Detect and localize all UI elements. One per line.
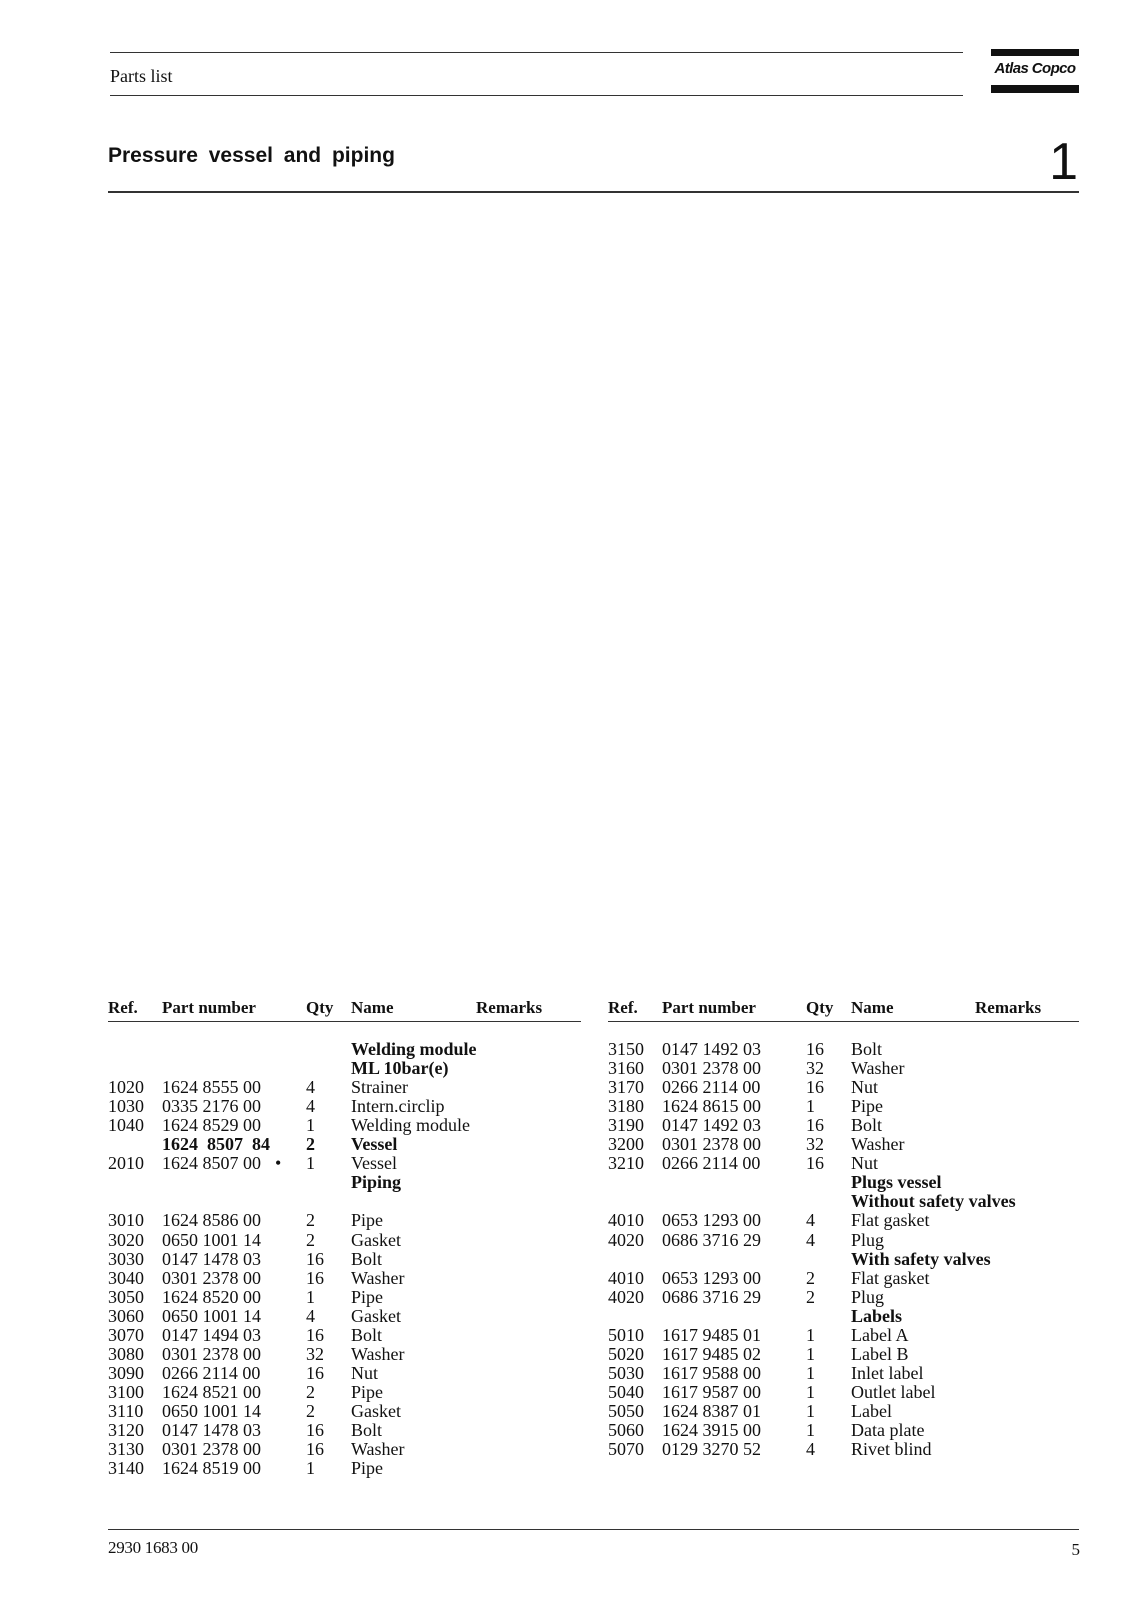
cell-ref: 3180 xyxy=(608,1096,644,1117)
cell-ref: 3150 xyxy=(608,1039,644,1059)
cell-ref: 3010 xyxy=(108,1210,144,1231)
cell-name: Washer xyxy=(351,1343,405,1364)
page-title: Pressure vessel and piping xyxy=(108,144,395,167)
chapter-number: 1 xyxy=(1049,133,1078,191)
cell-ref: 1040 xyxy=(108,1115,144,1136)
cell-name: Bolt xyxy=(851,1039,883,1059)
cell-qty: 4 xyxy=(806,1210,815,1231)
cell-name: Nut xyxy=(851,1153,878,1174)
cell-qty: 1 xyxy=(306,1286,315,1307)
cell-name: Label xyxy=(851,1400,892,1421)
cell-part: 0147 1492 03 xyxy=(662,1039,761,1059)
cell-name: Welding module xyxy=(351,1039,477,1059)
cell-qty: 1 xyxy=(306,1115,315,1136)
cell-ref: 1030 xyxy=(108,1096,144,1117)
cell-qty: 2 xyxy=(306,1229,315,1250)
cell-name: Label B xyxy=(851,1343,909,1364)
document-number: 2930 1683 00 xyxy=(108,1538,198,1557)
cell-qty: 1 xyxy=(806,1324,815,1345)
cell-part: 1624 8520 00 xyxy=(162,1286,261,1307)
cell-name: Nut xyxy=(351,1362,378,1383)
cell-part: 1617 9588 00 xyxy=(662,1362,761,1383)
cell-name: Bolt xyxy=(351,1248,383,1269)
cell-qty: 16 xyxy=(306,1439,324,1460)
title-rule xyxy=(108,191,1079,193)
cell-qty: 16 xyxy=(806,1039,824,1059)
cell-name: Washer xyxy=(351,1267,405,1288)
cell-qty: 16 xyxy=(306,1362,324,1383)
cell-part: 0301 2378 00 xyxy=(162,1343,261,1364)
brand-logo-text: Atlas Copco xyxy=(994,60,1076,77)
cell-ref: 3200 xyxy=(608,1134,644,1155)
cell-qty: 4 xyxy=(806,1439,815,1460)
cell-name: Vessel xyxy=(351,1153,397,1174)
cell-ref: 5030 xyxy=(608,1362,644,1383)
cell-name: Nut xyxy=(851,1077,878,1098)
cell-qty: 32 xyxy=(806,1058,824,1079)
cell-part: 1624 8555 00 xyxy=(162,1077,261,1098)
cell-ref: 3130 xyxy=(108,1439,144,1460)
cell-qty: 1 xyxy=(306,1458,315,1479)
cell-name: Welding module xyxy=(351,1115,471,1136)
cell-name: Labels xyxy=(851,1305,903,1326)
cell-name: Vessel xyxy=(351,1134,398,1155)
cell-mark: • xyxy=(275,1153,282,1174)
cell-name: Inlet label xyxy=(851,1362,924,1383)
cell-qty: 16 xyxy=(306,1267,324,1288)
cell-ref: 5020 xyxy=(608,1343,644,1364)
right-table-rule xyxy=(608,1021,1079,1022)
cell-ref: 3030 xyxy=(108,1248,144,1269)
cell-part: 1617 9485 02 xyxy=(662,1343,761,1364)
cell-ref: 3020 xyxy=(108,1229,144,1250)
footer-rule xyxy=(108,1529,1079,1530)
cell-name: Pipe xyxy=(351,1381,384,1402)
col-qty-header-right: Qty xyxy=(806,998,834,1017)
cell-part: 0301 2378 00 xyxy=(162,1439,261,1460)
cell-qty: 1 xyxy=(806,1420,815,1440)
cell-name: Flat gasket xyxy=(851,1267,930,1288)
cell-part: 0335 2176 00 xyxy=(162,1096,261,1117)
cell-part: 0650 1001 14 xyxy=(162,1305,261,1326)
cell-part: 0650 1001 14 xyxy=(162,1400,261,1421)
cell-qty: 16 xyxy=(306,1420,324,1440)
cell-part: 0147 1492 03 xyxy=(662,1115,761,1136)
cell-qty: 32 xyxy=(806,1134,824,1155)
cell-part: 1617 9587 00 xyxy=(662,1381,761,1402)
cell-name: Plugs vessel xyxy=(851,1172,942,1193)
cell-part: 1624 3915 00 xyxy=(662,1420,761,1440)
cell-name: Intern.circlip xyxy=(351,1096,445,1117)
header-rule-top xyxy=(110,52,963,53)
cell-ref: 3040 xyxy=(108,1267,144,1288)
cell-part: 1624 8507 00 xyxy=(162,1153,261,1174)
cell-part: 1624 8387 01 xyxy=(662,1400,761,1421)
cell-name: Without safety valves xyxy=(851,1191,1016,1212)
col-ref-header-right: Ref. xyxy=(608,998,638,1017)
left-table-rule xyxy=(108,1021,581,1022)
cell-ref: 3190 xyxy=(608,1115,644,1136)
cell-ref: 5070 xyxy=(608,1439,644,1460)
cell-ref: 2010 xyxy=(108,1153,144,1174)
cell-ref: 5050 xyxy=(608,1400,644,1421)
cell-name: Bolt xyxy=(351,1324,383,1345)
cell-name: ML 10bar(e) xyxy=(351,1058,449,1079)
cell-qty: 1 xyxy=(806,1096,815,1117)
cell-ref: 3070 xyxy=(108,1324,144,1345)
cell-ref: 4020 xyxy=(608,1286,644,1307)
cell-qty: 2 xyxy=(306,1381,315,1402)
cell-part: 0301 2378 00 xyxy=(662,1058,761,1079)
cell-qty: 1 xyxy=(806,1362,815,1383)
cell-ref: 3090 xyxy=(108,1362,144,1383)
cell-name: Pipe xyxy=(851,1096,884,1117)
cell-name: Bolt xyxy=(851,1115,883,1136)
cell-name: Outlet label xyxy=(851,1381,936,1402)
cell-qty: 16 xyxy=(806,1153,824,1174)
cell-name: Gasket xyxy=(351,1400,401,1421)
cell-qty: 4 xyxy=(806,1229,815,1250)
cell-qty: 1 xyxy=(806,1381,815,1402)
col-part-header-right: Part number xyxy=(662,998,756,1017)
cell-ref: 5040 xyxy=(608,1381,644,1402)
cell-qty: 2 xyxy=(306,1210,315,1231)
cell-name: Pipe xyxy=(351,1210,384,1231)
cell-part: 0266 2114 00 xyxy=(662,1153,761,1174)
cell-qty: 16 xyxy=(306,1324,324,1345)
cell-name: Gasket xyxy=(351,1305,401,1326)
cell-qty: 16 xyxy=(306,1248,324,1269)
cell-name: Washer xyxy=(351,1439,405,1460)
cell-name: Plug xyxy=(851,1229,885,1250)
cell-name: Bolt xyxy=(351,1420,383,1440)
page-number: 5 xyxy=(1071,1540,1080,1559)
section-label: Parts list xyxy=(110,66,173,86)
cell-ref: 3060 xyxy=(108,1305,144,1326)
cell-qty: 2 xyxy=(806,1286,815,1307)
cell-qty: 4 xyxy=(306,1077,315,1098)
cell-part: 1624 8519 00 xyxy=(162,1458,261,1479)
cell-ref: 3160 xyxy=(608,1058,644,1079)
cell-part: 0301 2378 00 xyxy=(662,1134,761,1155)
cell-qty: 16 xyxy=(806,1077,824,1098)
cell-name: Plug xyxy=(851,1286,885,1307)
cell-name: Piping xyxy=(351,1172,402,1193)
cell-ref: 3210 xyxy=(608,1153,644,1174)
cell-name: With safety valves xyxy=(851,1248,991,1269)
cell-ref: 1020 xyxy=(108,1077,144,1098)
col-remarks-header: Remarks xyxy=(476,998,543,1017)
cell-name: Pipe xyxy=(351,1286,384,1307)
cell-part: 1617 9485 01 xyxy=(662,1324,761,1345)
cell-ref: 3170 xyxy=(608,1077,644,1098)
cell-qty: 32 xyxy=(306,1343,324,1364)
cell-part: 1624 8521 00 xyxy=(162,1381,261,1402)
cell-ref: 3080 xyxy=(108,1343,144,1364)
cell-qty: 4 xyxy=(306,1305,315,1326)
cell-ref: 5010 xyxy=(608,1324,644,1345)
cell-ref: 3100 xyxy=(108,1381,144,1402)
cell-part: 0653 1293 00 xyxy=(662,1267,761,1288)
cell-name: Gasket xyxy=(351,1229,401,1250)
cell-part: 1624 8529 00 xyxy=(162,1115,261,1136)
cell-part: 0301 2378 00 xyxy=(162,1267,261,1288)
cell-part: 0129 3270 52 xyxy=(662,1439,761,1460)
cell-part: 0266 2114 00 xyxy=(662,1077,761,1098)
cell-part: 0686 3716 29 xyxy=(662,1286,761,1307)
cell-ref: 3050 xyxy=(108,1286,144,1307)
cell-name: Washer xyxy=(851,1058,905,1079)
cell-name: Flat gasket xyxy=(851,1210,930,1231)
cell-ref: 4010 xyxy=(608,1267,644,1288)
cell-qty: 2 xyxy=(306,1134,315,1155)
cell-qty: 16 xyxy=(806,1115,824,1136)
cell-part: 0147 1478 03 xyxy=(162,1248,261,1269)
col-ref-header: Ref. xyxy=(108,998,138,1017)
cell-name: Label A xyxy=(851,1324,909,1345)
cell-part: 0147 1494 03 xyxy=(162,1324,261,1345)
cell-part: 1624 8507 84 xyxy=(162,1134,270,1155)
cell-part: 1624 8586 00 xyxy=(162,1210,261,1231)
brand-logo xyxy=(991,49,1079,94)
cell-name: Strainer xyxy=(351,1077,408,1098)
cell-part: 0686 3716 29 xyxy=(662,1229,761,1250)
cell-name: Rivet blind xyxy=(851,1439,932,1460)
cell-qty: 4 xyxy=(306,1096,315,1117)
cell-part: 0147 1478 03 xyxy=(162,1420,261,1440)
cell-qty: 1 xyxy=(306,1153,315,1174)
cell-qty: 2 xyxy=(806,1267,815,1288)
header-rule-bottom xyxy=(110,95,963,96)
col-qty-header: Qty xyxy=(306,998,334,1017)
cell-qty: 1 xyxy=(806,1400,815,1421)
cell-ref: 4010 xyxy=(608,1210,644,1231)
cell-name: Data plate xyxy=(851,1420,925,1440)
cell-part: 0266 2114 00 xyxy=(162,1362,261,1383)
cell-part: 1624 8615 00 xyxy=(662,1096,761,1117)
cell-ref: 3140 xyxy=(108,1458,144,1479)
col-name-header: Name xyxy=(351,998,394,1017)
cell-ref: 3120 xyxy=(108,1420,144,1440)
cell-name: Washer xyxy=(851,1134,905,1155)
cell-ref: 4020 xyxy=(608,1229,644,1250)
cell-name: Pipe xyxy=(351,1458,384,1479)
cell-qty: 2 xyxy=(306,1400,315,1421)
cell-part: 0650 1001 14 xyxy=(162,1229,261,1250)
cell-ref: 3110 xyxy=(108,1400,144,1421)
col-name-header-right: Name xyxy=(851,998,894,1017)
cell-ref: 5060 xyxy=(608,1420,644,1440)
col-remarks-header-right: Remarks xyxy=(975,998,1042,1017)
col-part-header: Part number xyxy=(162,998,256,1017)
cell-qty: 1 xyxy=(806,1343,815,1364)
cell-part: 0653 1293 00 xyxy=(662,1210,761,1231)
